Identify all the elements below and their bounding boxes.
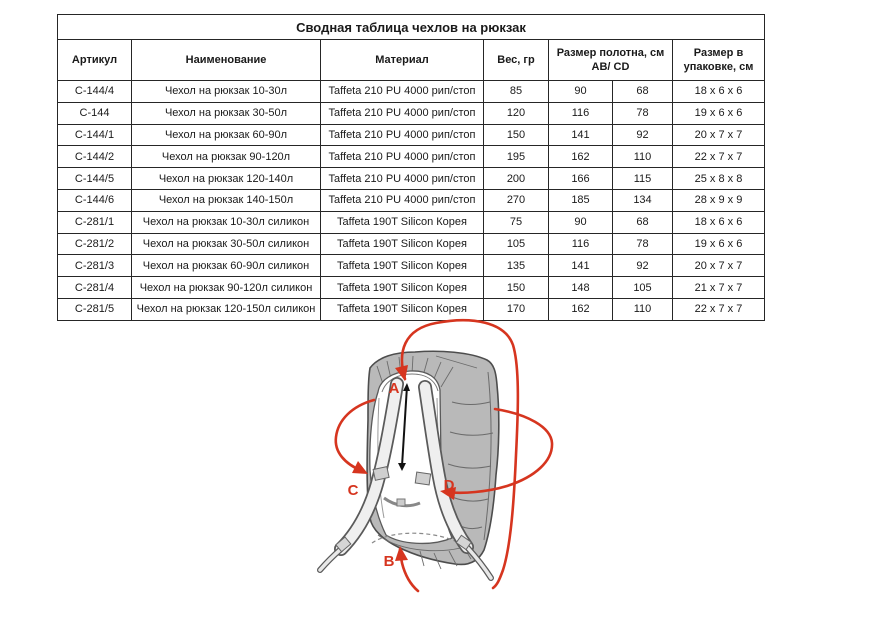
table-cell: 68 xyxy=(613,81,673,103)
table-cell: Чехол на рюкзак 120-150л силикон xyxy=(132,298,321,320)
table-cell: 78 xyxy=(613,102,673,124)
table-row xyxy=(58,81,765,103)
table-cell: Чехол на рюкзак 60-90л силикон xyxy=(132,255,321,277)
table-cell: 19 х 6 х 6 xyxy=(673,233,765,255)
label-a: A xyxy=(388,380,400,397)
table-row xyxy=(58,233,765,255)
table-row xyxy=(58,168,765,190)
table-cell: Чехол на рюкзак 120-140л xyxy=(132,168,321,190)
table-cell: С-144/6 xyxy=(58,189,132,211)
label-d: D xyxy=(443,477,455,494)
col-header-material: Материал xyxy=(321,40,484,81)
table-cell: Taffeta 190T Silicon Корея xyxy=(321,233,484,255)
table-cell: Taffeta 210 PU 4000 рип/стоп xyxy=(321,168,484,190)
table-cell: С-281/5 xyxy=(58,298,132,320)
label-b: B xyxy=(383,553,395,570)
table-cell: 270 xyxy=(484,189,549,211)
table-cell: Taffeta 210 PU 4000 рип/стоп xyxy=(321,102,484,124)
table-cell: 195 xyxy=(484,146,549,168)
table-body xyxy=(58,81,765,321)
table-cell: С-144/4 xyxy=(58,81,132,103)
table-cell: С-281/2 xyxy=(58,233,132,255)
table-cell: С-281/4 xyxy=(58,277,132,299)
table-cell: 116 xyxy=(549,233,613,255)
table-cell: Taffeta 210 PU 4000 рип/стоп xyxy=(321,146,484,168)
table-cell: 22 х 7 х 7 xyxy=(673,146,765,168)
table-cell: 20 х 7 х 7 xyxy=(673,124,765,146)
table-cell: Чехол на рюкзак 140-150л xyxy=(132,189,321,211)
table-cell: 166 xyxy=(549,168,613,190)
table-cell: 90 xyxy=(549,81,613,103)
table-header-row xyxy=(58,40,765,81)
table-row xyxy=(58,146,765,168)
table-cell: 115 xyxy=(613,168,673,190)
table-cell: Чехол на рюкзак 10-30л силикон xyxy=(132,211,321,233)
table-cell: Чехол на рюкзак 90-120л xyxy=(132,146,321,168)
table-cell: 110 xyxy=(613,146,673,168)
table-cell: 105 xyxy=(613,277,673,299)
col-header-fabric-line1: Размер полотна, см xyxy=(556,46,665,59)
table-cell: 90 xyxy=(549,211,613,233)
table-cell: Чехол на рюкзак 30-50л силикон xyxy=(132,233,321,255)
table-cell: 28 х 9 х 9 xyxy=(673,189,765,211)
table-cell: Чехол на рюкзак 60-90л xyxy=(132,124,321,146)
table-cell: С-281/3 xyxy=(58,255,132,277)
table-cell: 120 xyxy=(484,102,549,124)
col-header-article: Артикул xyxy=(58,40,132,81)
table-cell: Taffeta 190T Silicon Корея xyxy=(321,277,484,299)
table-cell: С-144/1 xyxy=(58,124,132,146)
table-row xyxy=(58,277,765,299)
backpack-measurement-diagram xyxy=(300,316,620,619)
table-row xyxy=(58,124,765,146)
table-cell: 134 xyxy=(613,189,673,211)
table-cell: 148 xyxy=(549,277,613,299)
table-title-row xyxy=(58,15,765,40)
col-header-fabric xyxy=(549,40,673,81)
table-cell: 185 xyxy=(549,189,613,211)
table-row xyxy=(58,211,765,233)
table-cell: 85 xyxy=(484,81,549,103)
table-cell: 116 xyxy=(549,102,613,124)
table-cell: 92 xyxy=(613,255,673,277)
table-cell: Чехол на рюкзак 30-50л xyxy=(132,102,321,124)
table-cell: 170 xyxy=(484,298,549,320)
table-cell: 105 xyxy=(484,233,549,255)
table-cell: 18 х 6 х 6 xyxy=(673,211,765,233)
table-title: Сводная таблица чехлов на рюкзак xyxy=(58,15,765,40)
table-cell: 22 х 7 х 7 xyxy=(673,298,765,320)
table-cell: 162 xyxy=(549,298,613,320)
table-cell: 92 xyxy=(613,124,673,146)
table-cell: С-144/2 xyxy=(58,146,132,168)
table-cell: Taffeta 190T Silicon Корея xyxy=(321,255,484,277)
table-cell: 78 xyxy=(613,233,673,255)
table-cell: Taffeta 210 PU 4000 рип/стоп xyxy=(321,81,484,103)
table-row xyxy=(58,255,765,277)
table-cell: С-144 xyxy=(58,102,132,124)
table-cell: 162 xyxy=(549,146,613,168)
table-row xyxy=(58,189,765,211)
table-row xyxy=(58,102,765,124)
table-cell: 20 х 7 х 7 xyxy=(673,255,765,277)
table-cell: С-144/5 xyxy=(58,168,132,190)
table-cell: 68 xyxy=(613,211,673,233)
table-cell: Taffeta 210 PU 4000 рип/стоп xyxy=(321,189,484,211)
col-header-package: Размер в упаковке, см xyxy=(673,40,765,81)
table-cell: 110 xyxy=(613,298,673,320)
table-cell: 135 xyxy=(484,255,549,277)
spec-table xyxy=(57,14,765,321)
label-c: C xyxy=(347,482,359,499)
table-cell: Taffeta 190T Silicon Корея xyxy=(321,211,484,233)
col-header-fabric-line2: АВ/ CD xyxy=(591,61,630,73)
table-cell: 150 xyxy=(484,124,549,146)
table-cell: Чехол на рюкзак 10-30л xyxy=(132,81,321,103)
table-cell: Taffeta 210 PU 4000 рип/стоп xyxy=(321,124,484,146)
table-cell: 141 xyxy=(549,255,613,277)
table-cell: 19 х 6 х 6 xyxy=(673,102,765,124)
col-header-weight: Вес, гр xyxy=(484,40,549,81)
table-cell: Taffeta 190T Silicon Корея xyxy=(321,298,484,320)
table-cell: Чехол на рюкзак 90-120л силикон xyxy=(132,277,321,299)
table-cell: 18 х 6 х 6 xyxy=(673,81,765,103)
table-cell: 200 xyxy=(484,168,549,190)
table-cell: 141 xyxy=(549,124,613,146)
col-header-name: Наименование xyxy=(132,40,321,81)
table-cell: 75 xyxy=(484,211,549,233)
table-cell: 150 xyxy=(484,277,549,299)
table-cell: 25 х 8 х 8 xyxy=(673,168,765,190)
table-cell: С-281/1 xyxy=(58,211,132,233)
table-cell: 21 х 7 х 7 xyxy=(673,277,765,299)
